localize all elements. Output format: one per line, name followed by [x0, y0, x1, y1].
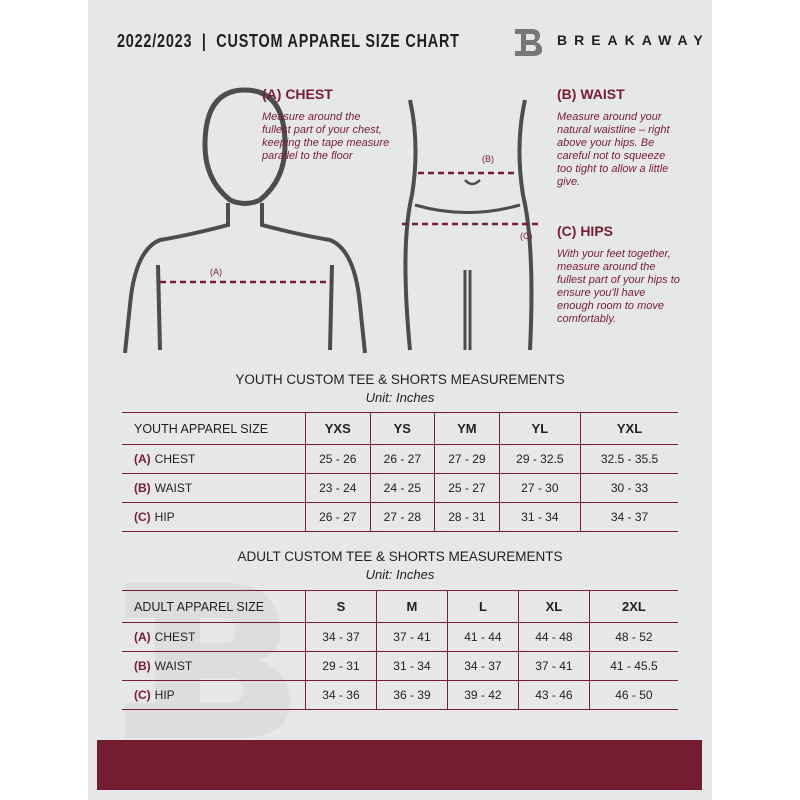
row-name: HIP — [154, 510, 175, 524]
size-header: YXS — [306, 413, 371, 445]
table-cell: 36 - 39 — [376, 681, 447, 710]
size-header: YXL — [581, 413, 678, 445]
size-header: L — [447, 591, 518, 623]
table-cell: 29 - 32.5 — [499, 445, 580, 474]
row-letter: (B) — [134, 481, 151, 495]
row-letter: (B) — [134, 659, 151, 673]
chest-heading: (A) CHEST — [262, 86, 333, 102]
page-title: 2022/2023 | CUSTOM APPAREL SIZE CHART — [117, 31, 460, 51]
table-cell: 48 - 52 — [589, 623, 678, 652]
table-cell: 37 - 41 — [518, 652, 589, 681]
table-cell: 26 - 27 — [306, 503, 371, 532]
table-cell: 25 - 26 — [306, 445, 371, 474]
header-row — [122, 413, 678, 445]
row-label — [122, 474, 306, 503]
size-header: YM — [435, 413, 500, 445]
row-name: WAIST — [154, 481, 193, 495]
row-name: WAIST — [154, 659, 193, 673]
waist-marker-label: (B) — [482, 154, 494, 164]
row-letter: (A) — [134, 630, 151, 644]
breakaway-logo-icon — [512, 26, 544, 58]
table-cell: 30 - 33 — [581, 474, 678, 503]
chest-description: Measure around the fullest part of your chest, keeping the tape measure parallel to the floor — [262, 111, 390, 162]
table-cell: 31 - 34 — [499, 503, 580, 532]
table-cell: 44 - 48 — [518, 623, 589, 652]
table-cell: 28 - 31 — [435, 503, 500, 532]
hips-description: With your feet together, measure around the fullest part of your hips to ensure you'll have enough room to move comfortably. — [557, 248, 680, 325]
table-row — [122, 681, 678, 710]
table-row — [122, 652, 678, 681]
adult-table-title: ADULT CUSTOM TEE & SHORTS MEASUREMENTS — [237, 549, 563, 564]
table-cell: 34 - 36 — [306, 681, 377, 710]
row-label — [122, 652, 306, 681]
footer-bar — [97, 740, 702, 790]
table-row — [122, 445, 678, 474]
youth-unit: Unit: Inches — [365, 390, 435, 405]
waist-heading: (B) WAIST — [557, 86, 625, 102]
table-cell: 25 - 27 — [435, 474, 500, 503]
youth-table-title: YOUTH CUSTOM TEE & SHORTS MEASUREMENTS — [235, 372, 565, 387]
header-row — [122, 591, 678, 623]
size-header: M — [376, 591, 447, 623]
row-label — [122, 623, 306, 652]
row-letter: (C) — [134, 688, 151, 702]
table-cell: 43 - 46 — [518, 681, 589, 710]
table-cell: 34 - 37 — [447, 652, 518, 681]
table-cell: 27 - 30 — [499, 474, 580, 503]
table-cell: 46 - 50 — [589, 681, 678, 710]
size-header: XL — [518, 591, 589, 623]
table-cell: 27 - 29 — [435, 445, 500, 474]
size-label: YOUTH APPAREL SIZE — [122, 413, 306, 445]
table-cell: 37 - 41 — [376, 623, 447, 652]
size-header: YL — [499, 413, 580, 445]
table-cell: 26 - 27 — [370, 445, 435, 474]
table-row — [122, 503, 678, 532]
chest-marker-label: (A) — [210, 267, 222, 277]
table-cell: 24 - 25 — [370, 474, 435, 503]
table-cell: 23 - 24 — [306, 474, 371, 503]
row-name: CHEST — [154, 452, 196, 466]
table-cell: 29 - 31 — [306, 652, 377, 681]
size-label: ADULT APPAREL SIZE — [122, 591, 306, 623]
table-cell: 32.5 - 35.5 — [581, 445, 678, 474]
table-cell: 41 - 45.5 — [589, 652, 678, 681]
brand-name: BREAKAWAY — [557, 32, 710, 48]
row-letter: (C) — [134, 510, 151, 524]
row-label — [122, 681, 306, 710]
table-cell: 41 - 44 — [447, 623, 518, 652]
size-header: 2XL — [589, 591, 678, 623]
row-name: CHEST — [154, 630, 196, 644]
hips-heading: (C) HIPS — [557, 223, 613, 239]
youth-size-table — [122, 412, 678, 532]
row-letter: (A) — [134, 452, 151, 466]
table-cell: 31 - 34 — [376, 652, 447, 681]
hips-marker-label: (C) — [520, 231, 533, 241]
waist-description: Measure around your natural waistline – right above your hips. Be careful not to squeeze too tight to allow a little give. — [557, 111, 670, 188]
table-cell: 34 - 37 — [306, 623, 377, 652]
table-cell: 27 - 28 — [370, 503, 435, 532]
row-name: HIP — [154, 688, 175, 702]
table-cell: 34 - 37 — [581, 503, 678, 532]
size-header: YS — [370, 413, 435, 445]
row-label — [122, 503, 306, 532]
size-header: S — [306, 591, 377, 623]
adult-unit: Unit: Inches — [365, 567, 435, 582]
adult-size-table — [122, 590, 678, 710]
table-row — [122, 474, 678, 503]
table-cell: 39 - 42 — [447, 681, 518, 710]
row-label — [122, 445, 306, 474]
table-row — [122, 623, 678, 652]
